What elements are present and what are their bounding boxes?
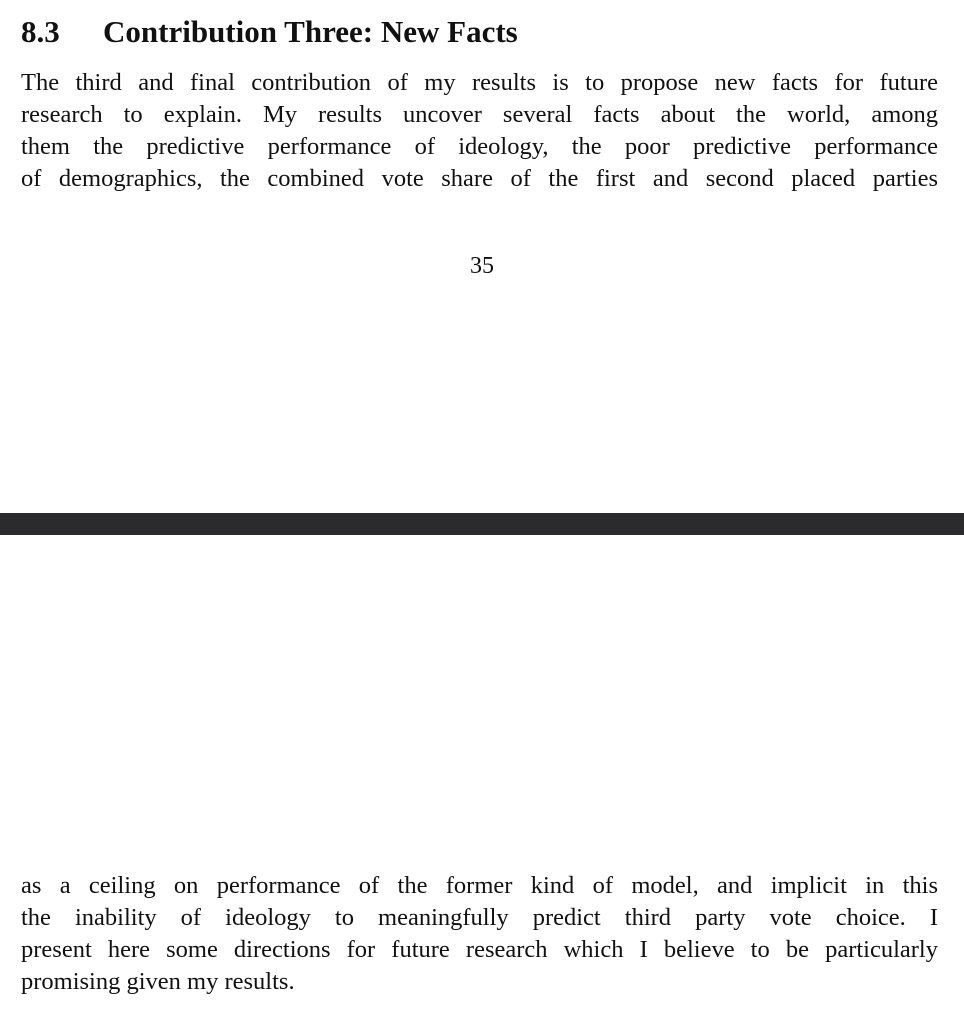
section-title: Contribution Three: New Facts	[103, 14, 518, 49]
text-line: present here some directions for future research which I believe to be particularly	[21, 936, 938, 963]
text-line: research to explain. My results uncover several facts about the world, among	[21, 101, 938, 128]
text-line: as a ceiling on performance of the former kind of model, and implicit in this	[21, 872, 938, 899]
text-line: promising given my results.	[21, 968, 295, 995]
body-paragraph-bottom	[21, 870, 938, 998]
document-page-36	[0, 535, 964, 1010]
text-line: of demographics, the combined vote share of the first and second placed parties	[21, 165, 938, 192]
page-number: 35	[470, 253, 494, 279]
section-number: 8.3	[21, 14, 60, 49]
section-heading	[21, 12, 518, 52]
body-paragraph-top	[21, 67, 938, 195]
text-line: the inability of ideology to meaningfully predict third party vote choice. I	[21, 904, 938, 931]
text-line: The third and final contribution of my results is to propose new facts for future	[21, 69, 938, 96]
text-line: them the predictive performance of ideology, the poor predictive performance	[21, 133, 938, 160]
page-break-divider	[0, 513, 964, 535]
